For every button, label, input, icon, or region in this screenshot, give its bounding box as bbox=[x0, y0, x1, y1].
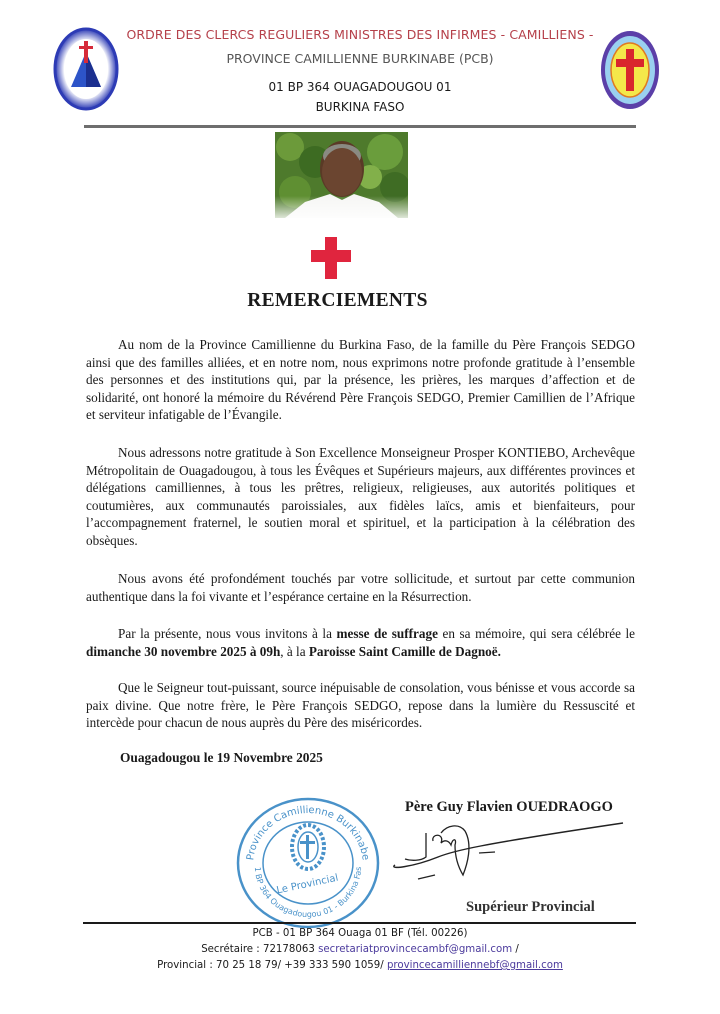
camillian-cross-logo bbox=[600, 30, 660, 110]
secretary-email-link[interactable]: secretariatprovincecambf@gmail.com bbox=[318, 944, 513, 955]
paragraph-blessing: Que le Seigneur tout-puissant, source inépuisable de consolation, vous bénisse et vous accorde sa paix divine. Que notre frère, le Père François SEDGO, repose dans la lumière du Ressuscité et intercède pour chacun de nous auprès du Père des miséricordes. bbox=[86, 680, 635, 731]
header-country: BURKINA FASO bbox=[315, 100, 405, 114]
stamp-top-text: Province Camillienne Burkinabe bbox=[245, 804, 371, 862]
mass-location: Paroisse Saint Camille de Dagnoë. bbox=[308, 643, 501, 659]
handwritten-signature bbox=[383, 815, 643, 895]
header-province-name: PROVINCE CAMILLIENNE BURKINABE (PCB) bbox=[226, 51, 494, 66]
invitation-text-1: Par la présente, nous vous invitons à la bbox=[118, 626, 337, 641]
red-cross-icon bbox=[311, 237, 351, 279]
header-address: 01 BP 364 OUAGADOUGOU 01 bbox=[268, 80, 452, 94]
invitation-text-2: en sa mémoire, qui sera célébrée le bbox=[437, 626, 635, 641]
footer-divider bbox=[83, 922, 636, 924]
document-title: REMERCIEMENTS bbox=[247, 290, 428, 311]
provincial-email-link[interactable]: provincecamilliennebf@gmail.com bbox=[386, 960, 563, 971]
signer-name: Père Guy Flavien OUEDRAOGO bbox=[405, 799, 613, 815]
header-divider bbox=[84, 125, 636, 128]
footer-provincial bbox=[0, 960, 720, 971]
secretary-phone: Secrétaire : 72178063 bbox=[201, 944, 319, 955]
footer-secretary bbox=[0, 944, 720, 955]
paragraph-gratitude: Nous adressons notre gratitude à Son Excellence Monseigneur Prosper KONTIEBO, Archevêque Métropolitain de Ouagadougou, à tous les Évêques et Supérieurs majeurs, aux différentes provinces et délégations camilliennes, à tous les prêtres, religieux, religieuses, aux autorités politiques et coutumières, aux communautés paroissiales, aux fidèles laïcs, amis et bienfaiteurs, pour l’accompagnement fraternel, le soutien moral et spirituel, et la participation à la célébration des obsèques. bbox=[86, 445, 635, 548]
footer-address: PCB - 01 BP 364 Ouaga 01 BF (Tél. 00226) bbox=[252, 928, 468, 939]
invitation-text-3: , à la bbox=[280, 643, 309, 659]
footer-separator: / bbox=[512, 944, 519, 955]
provincial-phones: Provincial : 70 25 18 79/ +39 333 590 1059/ bbox=[157, 960, 387, 971]
provincial-stamp bbox=[233, 795, 383, 930]
stamp-bottom-text: 1 BP 364 Ouagadougou 01 - Burkina Fas bbox=[252, 866, 364, 920]
mass-datetime: dimanche 30 novembre 2025 à 09h bbox=[86, 643, 281, 659]
mass-name: messe de suffrage bbox=[336, 626, 438, 641]
signer-role: Supérieur Provincial bbox=[466, 899, 595, 915]
paragraph-acknowledgement: Au nom de la Province Camillienne du Burkina Faso, de la famille du Père François SEDGO ainsi que des familles alliées, et en notre nom, nous exprimons notre profonde gratitude à l’ensemble des personnes et des institutions qui, par la présence, les prières, les marques d’affection et de solidarité, ont honoré la mémoire du Révérend Père François SEDGO, Premier Camillien de l’Afrique et serviteur infatigable de l’Évangile. bbox=[86, 337, 635, 423]
paragraph-touched: Nous avons été profondément touchés par votre sollicitude, et surtout par cette communion authentique dans la foi vivante et l’espérance certaine en la Résurrection. bbox=[86, 571, 635, 604]
place-date: Ouagadougou le 19 Novembre 2025 bbox=[120, 750, 323, 765]
header-order-name: ORDRE DES CLERCS REGULIERS MINISTRES DES INFIRMES - CAMILLIENS - bbox=[126, 27, 594, 42]
stamp-center-text: Le Provincial bbox=[275, 872, 340, 897]
paragraph-invitation bbox=[86, 625, 635, 660]
